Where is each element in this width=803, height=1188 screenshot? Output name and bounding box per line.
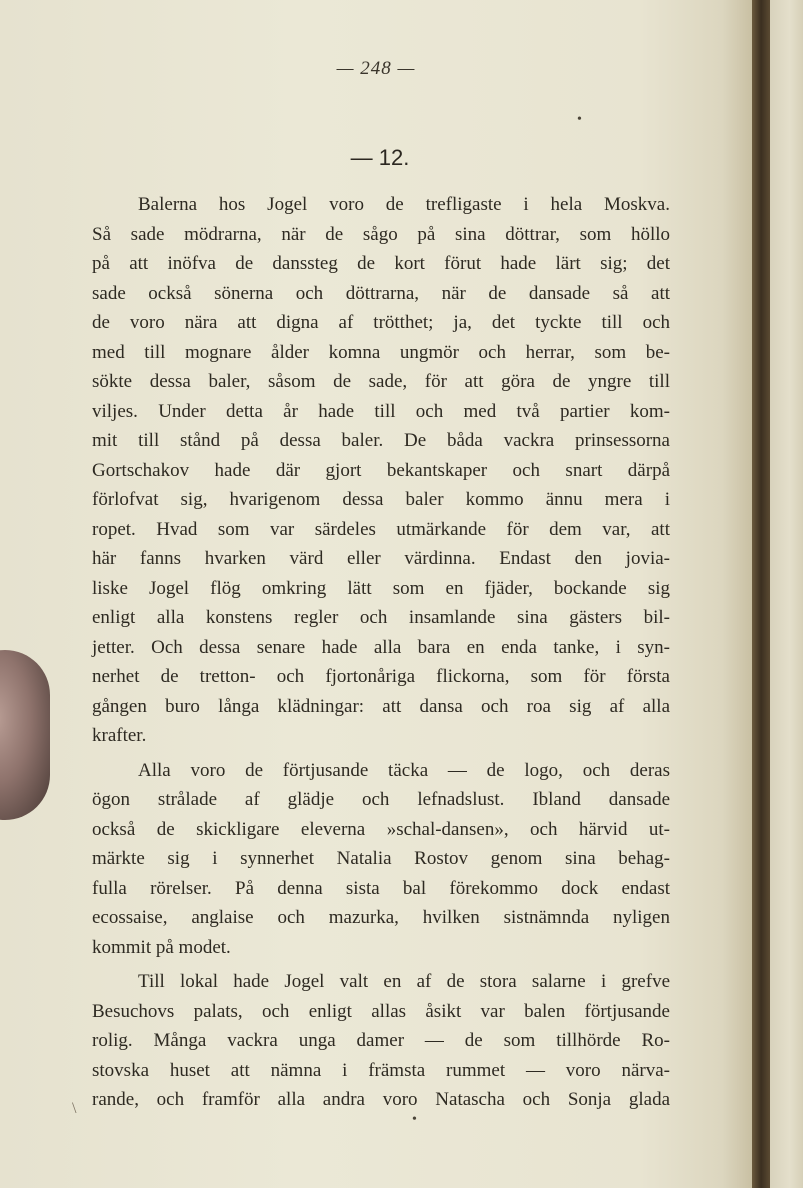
- text-line: liske Jogel flög omkring lätt som en fjäder, bockande sig: [92, 577, 670, 599]
- text-line: märkte sig i synnerhet Natalia Rostov genom sina behag-: [92, 848, 670, 869]
- text-line: fulla rörelser. På denna sista bal förekommo dock endast: [92, 877, 670, 899]
- text-line: sade också sönerna och döttrarna, när de dansade så att: [92, 282, 670, 304]
- ink-speck: •: [577, 112, 582, 127]
- text-line: jetter. Och dessa senare hade alla bara en enda tanke, i syn-: [92, 636, 670, 658]
- text-line: rolig. Många vackra unga damer — de som tillhörde Ro-: [92, 1030, 670, 1051]
- ink-speck: •: [412, 1112, 417, 1127]
- text-line: krafter.: [92, 725, 147, 746]
- text-line: stovska huset att nämna i främsta rummet — voro närva-: [92, 1059, 670, 1081]
- text-line: förlofvat sig, hvarigenom dessa baler kommo ännu mera i: [92, 489, 670, 510]
- paragraph-3: [92, 967, 670, 1115]
- text-line: kommit på modet.: [92, 936, 231, 958]
- text-line: Till lokal hade Jogel valt en af de stora salarne i grefve: [138, 971, 670, 992]
- body-text: [92, 190, 670, 1115]
- text-line: också de skickligare eleverna »schal-dansen», och härvid ut-: [92, 818, 670, 840]
- text-line: ögon strålade af glädje och lefnadslust. Ibland dansade: [92, 789, 670, 810]
- text-line: Balerna hos Jogel voro de trefligaste i hela Moskva.: [138, 194, 670, 215]
- text-line: på att inöfva de danssteg de kort förut hade lärt sig; det: [92, 253, 670, 274]
- text-line: enligt alla konstens regler och insamlande sina gästers bil-: [92, 607, 670, 628]
- text-line: nerhet de tretton- och fjortonåriga flickorna, som för första: [92, 666, 670, 687]
- pencil-mark: \: [72, 1100, 77, 1117]
- text-line: ecossaise, anglaise och mazurka, hvilken sistnämnda nyligen: [92, 907, 670, 928]
- text-line: ropet. Hvad som var särdeles utmärkande för dem var, att: [92, 518, 670, 540]
- text-line: mit till stånd på dessa baler. De båda vackra prinsessorna: [92, 430, 670, 451]
- text-line: här fanns hvarken värd eller värdinna. Endast den jovia-: [92, 548, 670, 569]
- text-line: Alla voro de förtjusande täcka — de logo, och deras: [138, 759, 670, 781]
- thumb-holding-page: [0, 650, 50, 820]
- text-line: Gortschakov hade där gjort bekantskaper och snart därpå: [92, 459, 670, 481]
- page-number: — 248 —: [336, 58, 416, 79]
- paragraph-2: [92, 756, 670, 963]
- chapter-heading: — 12.: [350, 145, 410, 170]
- text-line: Besuchovs palats, och enligt allas åsikt var balen förtjusande: [92, 1000, 670, 1022]
- paragraph-1: [92, 190, 670, 751]
- text-line: Så sade mödrarna, när de sågo på sina döttrar, som höllo: [92, 223, 670, 245]
- text-line: sökte dessa baler, såsom de sade, för att göra de yngre till: [92, 371, 670, 392]
- text-line: rande, och framför alla andra voro Natascha och Sonja glada: [92, 1089, 670, 1110]
- book-gutter: [752, 0, 770, 1188]
- text-line: viljes. Under detta år hade till och med två partier kom-: [92, 400, 670, 422]
- text-line: de voro nära att digna af trötthet; ja, det tyckte till och: [92, 312, 670, 333]
- next-page-edge: [770, 0, 803, 1188]
- text-line: gången buro långa klädningar: att dansa och roa sig af alla: [92, 695, 670, 717]
- text-line: med till mognare ålder komna ungmör och herrar, som be-: [92, 341, 670, 363]
